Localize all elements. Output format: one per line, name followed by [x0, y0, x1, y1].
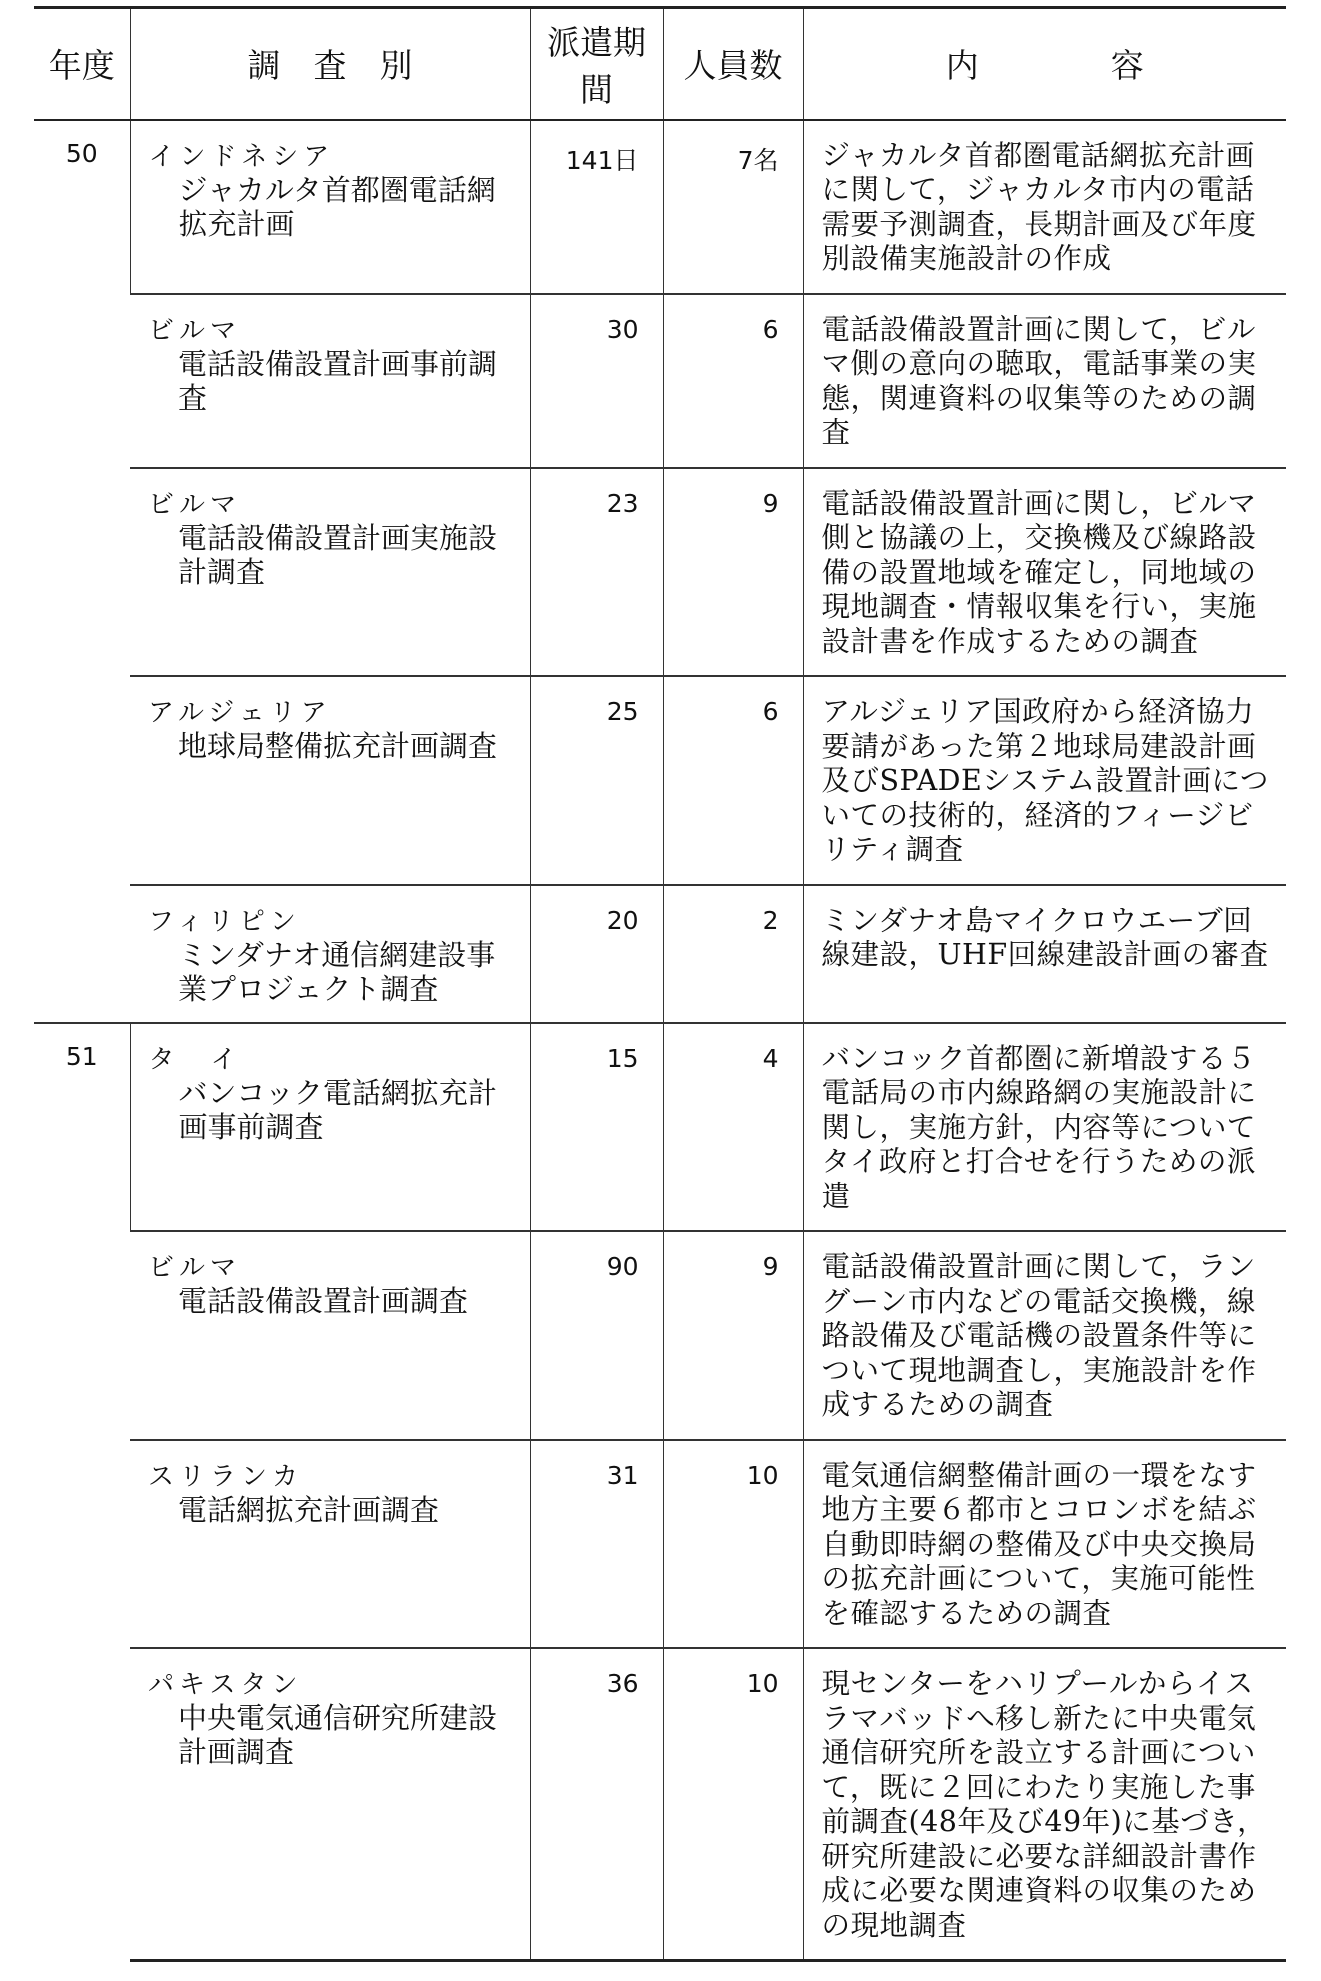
country-name: ビルマ — [148, 1253, 242, 1283]
table-row — [34, 1231, 1286, 1440]
content-cell: 電話設備設置計画に関して，ラングーン市内などの電話交換機，線路設備及び電話機の設置条件等について現地調査し，実施設計を作成するための調査 — [803, 1231, 1286, 1440]
period-cell: 90 — [530, 1231, 663, 1440]
period-cell: 31 — [530, 1440, 663, 1649]
table-row — [34, 1648, 1286, 1961]
table-header-row — [34, 8, 1286, 120]
period-cell: 25 — [530, 676, 663, 885]
survey-cell — [130, 885, 530, 1023]
header-people: 人員数 — [663, 8, 803, 120]
header-content: 内 容 — [803, 8, 1286, 120]
content-cell: ジャカルタ首都圏電話網拡充計画に関して，ジャカルタ市内の電話需要予測調査，長期計画及び年度別設備実施設計の作成 — [803, 120, 1286, 294]
country-name: タ イ — [148, 1044, 242, 1075]
content-cell: 現センターをハリプールからイスラマバッドへ移し新たに中央電気通信研究所を設立する計画について，既に２回にわたり実施した事前調査(48年及び49年)に基づき，研究所建設に必要な詳細設計書作成に必要な関連資料の収集のための現地調査 — [803, 1648, 1286, 1961]
project-name: ミンダナオ通信網建設事業プロジェクト調査 — [178, 937, 496, 1006]
project-name: ジャカルタ首都圏電話網拡充計画 — [178, 172, 496, 241]
country-name: インドネシア — [148, 141, 335, 172]
country-name: ビルマ — [148, 489, 242, 520]
year-cell: 51 — [34, 1023, 130, 1961]
survey-cell — [130, 120, 530, 294]
project-name: 電話設備設置計画実施設計調査 — [178, 520, 498, 589]
people-cell: 9 — [663, 468, 803, 677]
table-row — [34, 1440, 1286, 1649]
people-cell: 6 — [663, 676, 803, 885]
people-cell: 10 — [663, 1440, 803, 1649]
people-cell: 6 — [663, 294, 803, 468]
survey-cell — [130, 1440, 530, 1649]
country-name: ビルマ — [148, 315, 242, 346]
content-cell: ミンダナオ島マイクロウエーブ回線建設，UHF回線建設計画の審査 — [803, 885, 1286, 1023]
people-cell: 2 — [663, 885, 803, 1023]
people-cell: 4 — [663, 1023, 803, 1232]
content-cell: 電話設備設置計画に関し，ビルマ側と協議の上，交換機及び線路設備の設置地域を確定し，同地域の現地調査・情報収集を行い，実施設計書を作成するための調査 — [803, 468, 1286, 677]
table-row — [34, 468, 1286, 677]
header-year: 年度 — [34, 8, 130, 120]
period-cell: 141日 — [530, 120, 663, 294]
content-cell: 電話設備設置計画に関して，ビルマ側の意向の聴取，電話事業の実態，関連資料の収集等のための調査 — [803, 294, 1286, 468]
survey-cell — [130, 294, 530, 468]
survey-cell — [130, 468, 530, 677]
survey-table — [34, 6, 1286, 1962]
people-cell: 10 — [663, 1648, 803, 1961]
country-name: フィリピン — [148, 906, 301, 937]
content-cell: アルジェリア国政府から経済協力要請があった第２地球局建設計画及びSPADEシステム設置計画についての技術的，経済的フィージビリティ調査 — [803, 676, 1286, 885]
survey-table-sheet — [34, 6, 1286, 1962]
table-row — [34, 120, 1286, 294]
project-name: 電話設備設置計画調査 — [178, 1284, 469, 1318]
period-cell: 30 — [530, 294, 663, 468]
content-cell: バンコック首都圏に新増設する５電話局の市内線路網の実施設計に関し，実施方針，内容等についてタイ政府と打合せを行うための派遣 — [803, 1023, 1286, 1232]
project-name: 電話設備設置計画事前調査 — [178, 346, 498, 415]
people-cell: 9 — [663, 1231, 803, 1440]
content-cell: 電気通信網整備計画の一環をなす地方主要６都市とコロンボを結ぶ自動即時網の整備及び中央交換局の拡充計画について，実施可能性を確認するための調査 — [803, 1440, 1286, 1649]
table-row — [34, 294, 1286, 468]
country-name: アルジェリア — [148, 698, 332, 728]
people-cell: 7名 — [663, 120, 803, 294]
country-name: パキスタン — [148, 1670, 303, 1700]
project-name: 電話網拡充計画調査 — [178, 1492, 440, 1527]
project-name: 地球局整備拡充計画調査 — [178, 729, 498, 763]
period-cell: 36 — [530, 1648, 663, 1961]
project-name: 中央電気通信研究所建設計画調査 — [178, 1701, 498, 1769]
survey-cell — [130, 1648, 530, 1961]
table-row — [34, 1023, 1286, 1232]
period-cell: 15 — [530, 1023, 663, 1232]
table-row — [34, 885, 1286, 1023]
survey-cell — [130, 1023, 530, 1232]
header-period: 派遣期間 — [530, 8, 663, 120]
year-cell: 50 — [65, 138, 98, 168]
table-row — [34, 676, 1286, 885]
period-cell: 23 — [530, 468, 663, 677]
country-name: スリランカ — [148, 1461, 304, 1492]
project-name: バンコック電話網拡充計画事前調査 — [178, 1075, 497, 1144]
survey-cell — [130, 676, 530, 885]
survey-cell — [130, 1231, 530, 1440]
header-survey: 調 査 別 — [130, 8, 530, 120]
period-cell: 20 — [530, 885, 663, 1023]
